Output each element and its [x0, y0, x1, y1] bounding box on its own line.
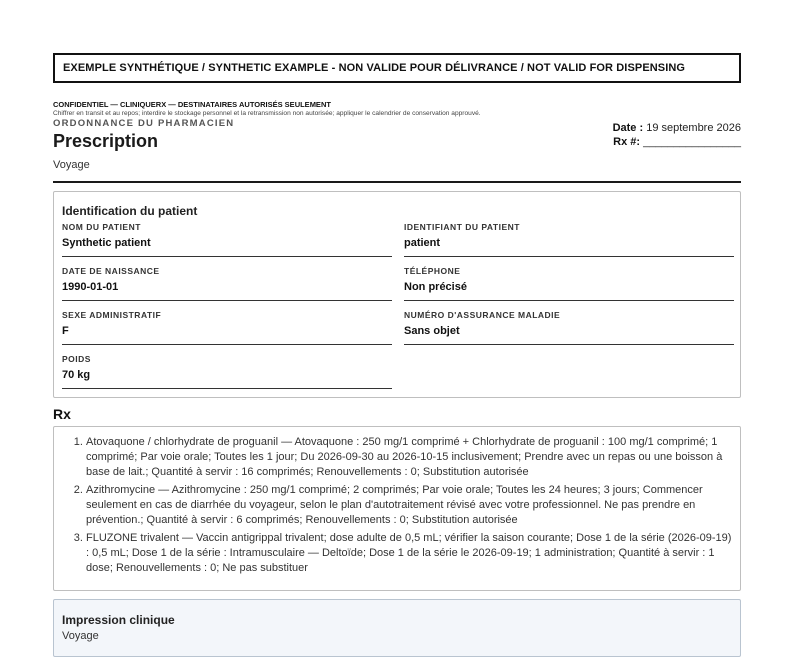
patient-card-title: Identification du patient: [62, 204, 198, 218]
document-subtitle: Voyage: [53, 159, 90, 171]
field-label: IDENTIFIANT DU PATIENT: [404, 222, 520, 232]
rx-number-value: ________________: [643, 136, 741, 148]
document-meta: [613, 121, 741, 149]
field-label: NUMÉRO D'ASSURANCE MALADIE: [404, 310, 561, 320]
field-value: 1990-01-01: [62, 281, 119, 293]
confidential-note: Chiffrer en transit et au repos; interdire le stockage personnel et la retransmission non autorisée; appliquer le calendrier de conservation approuvé.: [53, 110, 481, 117]
medication-item: 1. Atovaquone / chlorhydrate de proguanil — Atovaquone : 250 mg/1 comprimé + Chlorhydrate de proguanil : 100 mg/1 comprimé; 1 comprimé; Par voie orale; Toutes les 1 jour; Du 2026-09-30 au 2026-10-15 inclusivement; Prendre avec un repas ou une boisson à base de lait.; Quantité à servir : 16 comprimés; Renouvellements : 0; Substitution autorisée: [86, 435, 732, 480]
patient-name-field: [62, 222, 392, 257]
document-title: Prescription: [53, 131, 159, 151]
document-kicker: ORDONNANCE DU PHARMACIEN: [53, 118, 235, 129]
document-header: [53, 117, 741, 183]
rx-number-line: [613, 135, 741, 149]
rx-number-label: Rx #:: [613, 136, 641, 148]
field-value: Non précisé: [404, 281, 467, 293]
field-value: F: [62, 325, 69, 337]
medication-item: 2. Azithromycine — Azithromycine : 250 mg/1 comprimé; 2 comprimés; Par voie orale; Toutes les 24 heures; 3 jours; Commencer seulement en cas de diarrhée du voyageur, selon le plan d'autotraitement révisé avec votre professionnel. Ne pas prendre en prévention.; Quantité à servir : 6 comprimés; Renouvellements : 0; Substitution autorisée: [86, 483, 732, 528]
field-value: patient: [404, 237, 441, 249]
field-value: 70 kg: [62, 369, 91, 381]
field-label: SEXE ADMINISTRATIF: [62, 310, 162, 320]
rx-medication-list: [53, 426, 741, 591]
birth-date-field: [62, 266, 392, 301]
phone-field: [404, 266, 734, 301]
field-label: NOM DU PATIENT: [62, 222, 141, 232]
date-line: [613, 121, 741, 135]
synthetic-example-banner: EXEMPLE SYNTHÉTIQUE / SYNTHETIC EXAMPLE - NON VALIDE POUR DÉLIVRANCE / NOT VALID FOR DISPENSING: [53, 53, 741, 83]
confidential-notice: CONFIDENTIEL — CLINIQUERX — DESTINATAIRES AUTORISÉS SEULEMENT: [53, 100, 331, 109]
rx-heading: Rx: [53, 406, 71, 422]
health-insurance-number-field: [404, 310, 734, 345]
clinical-impression-card: [53, 599, 741, 657]
field-label: TÉLÉPHONE: [404, 266, 461, 276]
medication-item: 3. FLUZONE trivalent — Vaccin antigrippal trivalent; dose adulte de 0,5 mL; vérifier la saison courante; Dose 1 de la série (2026-09-19) : 0,5 mL; Dose 1 de la série : Intramusculaire — Deltoïde; Dose 1 de la série le 2026-09-19; 1 administration; Quantité à servir : 1 dose; Renouvellements : 0; Ne pas substituer: [86, 531, 732, 576]
field-value: Sans objet: [404, 325, 460, 337]
date-label: Date :: [612, 122, 644, 134]
clinical-impression-title: Impression clinique: [62, 613, 175, 627]
field-value: Synthetic patient: [62, 237, 151, 249]
medication-ordered-list: [62, 435, 732, 576]
field-label: POIDS: [62, 354, 91, 364]
date-value: 19 septembre 2026: [646, 122, 741, 134]
administrative-sex-field: [62, 310, 392, 345]
field-label: DATE DE NAISSANCE: [62, 266, 160, 276]
patient-id-field: [404, 222, 734, 257]
prescription-page: [53, 53, 741, 657]
clinical-impression-value: Voyage: [62, 630, 99, 642]
weight-field: [62, 354, 392, 389]
patient-identification-card: [53, 191, 741, 398]
